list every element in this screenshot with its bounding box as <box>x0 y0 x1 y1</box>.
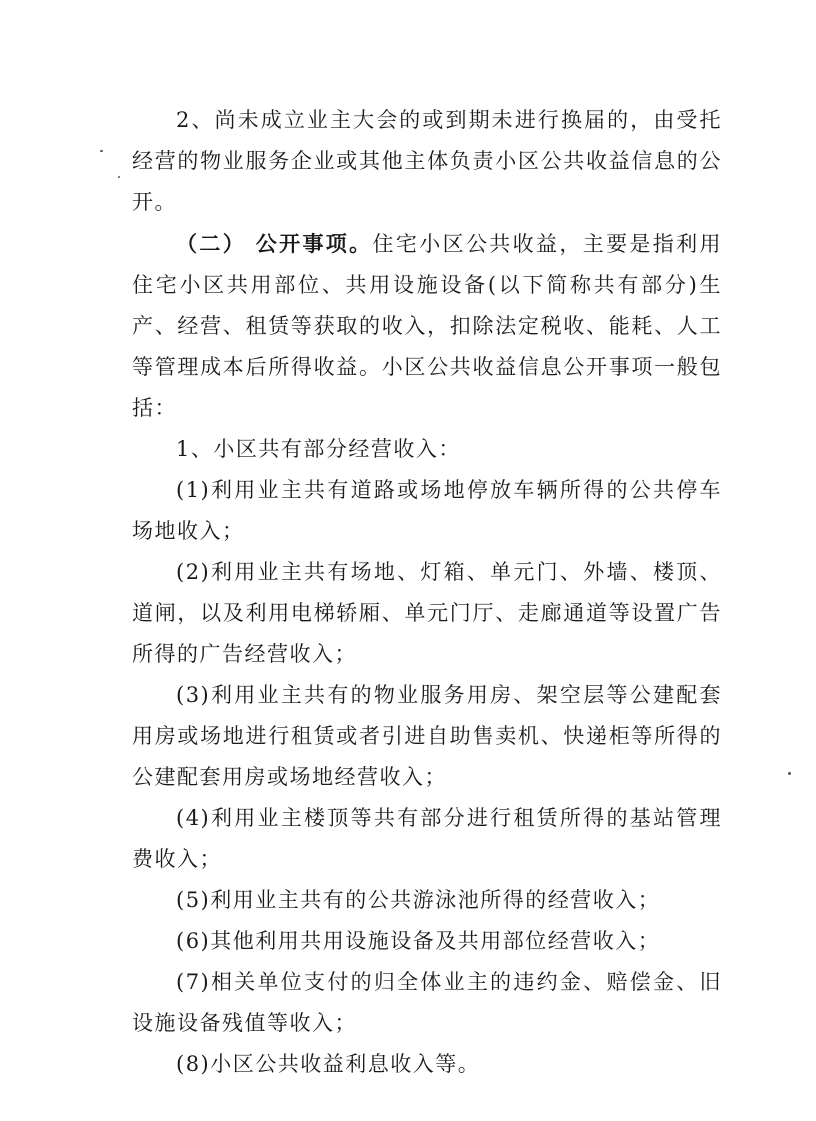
list-heading: 1、小区共有部分经营收入： <box>176 437 461 461</box>
scan-speck <box>118 176 120 178</box>
paragraph-text: 住宅小区公共收益，主要是指利用住宅小区共用部位、共用设施设备(以下简称共有部分)生产、经营、租赁等获取的收入，扣除法定税收、能耗、人工等管理成本后所得收益。小区公共收益信息公开事项一般包括： <box>132 232 722 420</box>
list-item: (7)相关单位支付的归全体业主的违约金、赔偿金、旧设施设备残值等收入； <box>132 970 722 1035</box>
paragraph-disclosure-items <box>132 223 722 429</box>
list-item: (1)利用业主共有道路或场地停放车辆所得的公共停车场地收入； <box>132 478 722 543</box>
list-item: (2)利用业主共有场地、灯箱、单元门、外墙、楼顶、道闸，以及利用电梯轿厢、单元门厅、走廊通道等设置广告所得的广告经营收入； <box>132 560 722 666</box>
list-item: (6)其他利用共用设施设备及共用部位经营收入； <box>176 929 661 953</box>
list-item: (5)利用业主共有的公共游泳池所得的经营收入； <box>176 888 661 912</box>
document-body <box>132 100 722 1085</box>
list-item: (4)利用业主楼顶等共有部分进行租赁所得的基站管理费收入； <box>132 806 722 871</box>
scan-speck <box>100 150 103 152</box>
list-item: (8)小区公共收益利息收入等。 <box>176 1052 481 1076</box>
scan-speck <box>788 772 791 775</box>
section-heading: （二） 公开事项。 <box>176 231 373 256</box>
list-item: (3)利用业主共有的物业服务用房、架空层等公建配套用房或场地进行租赁或者引进自助售卖机、快递柜等所得的公建配套用房或场地经营收入； <box>132 683 722 789</box>
paragraph-2: 2、尚未成立业主大会的或到期未进行换届的，由受托经营的物业服务企业或其他主体负责小区公共收益信息的公开。 <box>132 108 722 214</box>
